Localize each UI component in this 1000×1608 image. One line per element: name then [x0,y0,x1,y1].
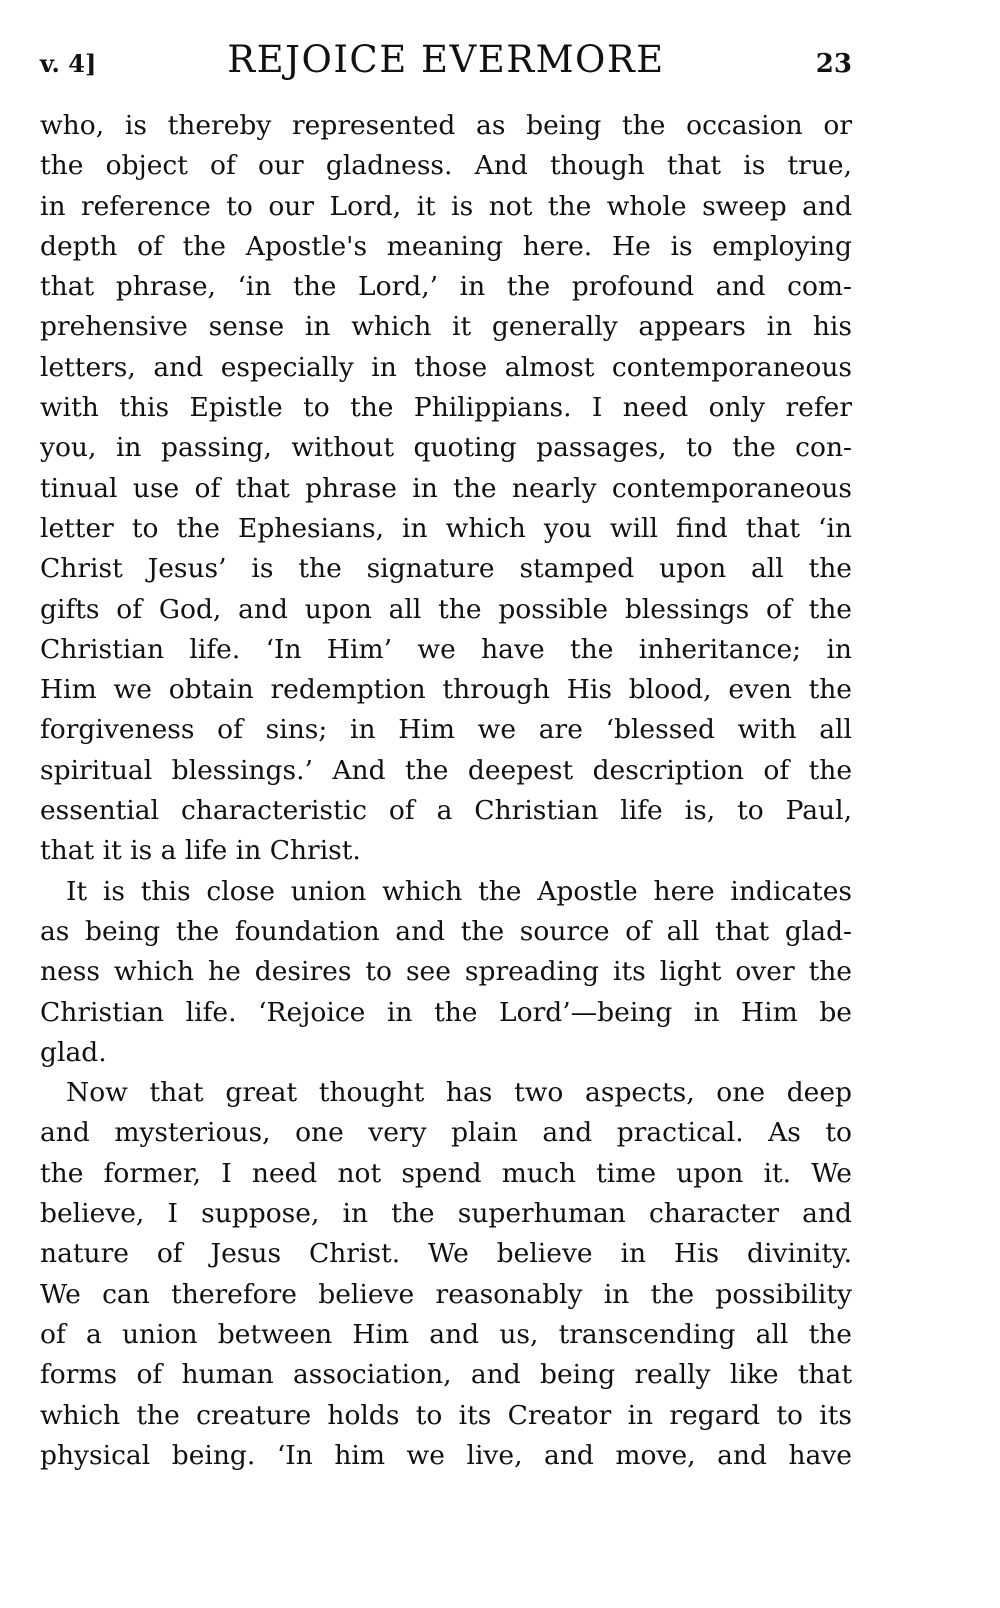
text-line: spiritual blessings.’ And the deepest description of the [40,754,852,786]
text-line: Now that great thought has two aspects, one deep [66,1077,852,1109]
text-line: who, is thereby represented as being the occasion or [40,110,852,141]
text-line: the object of our gladness. And though that is true, [40,150,852,182]
text-line: forms of human association, and being really like that [40,1359,852,1391]
paragraph-1 [40,106,852,872]
text-line: that phrase, ‘in the Lord,’ in the profound and com- [40,271,852,303]
text-line: and mysterious, one very plain and practical. As to [40,1117,852,1149]
text-line: physical being. ‘In him we live, and move, and have [40,1439,852,1471]
text-line: Christ Jesus’ is the signature stamped upon all the [40,553,852,585]
text-line: nature of Jesus Christ. We believe in His divinity. [40,1238,852,1270]
text-line: you, in passing, without quoting passages, to the con- [40,432,852,464]
text-line: as being the foundation and the source of all that glad- [40,915,852,947]
text-line: gifts of God, and upon all the possible blessings of the [40,593,852,625]
text-line: depth of the Apostle's meaning here. He is employing [40,230,852,262]
running-head [40,38,852,90]
chapter-title: REJOICE EVERMORE [227,38,665,81]
text-line: believe, I suppose, in the superhuman character and [40,1198,852,1230]
text-line: letters, and especially in those almost contemporaneous [40,351,852,383]
paragraph-3 [40,1073,852,1476]
text-line: glad. [40,1036,107,1068]
text-line: Christian life. ‘In Him’ we have the inheritance; in [40,633,852,665]
text-line: essential characteristic of a Christian life is, to Paul, [40,795,852,827]
text-line: We can therefore believe reasonably in the possibility [40,1278,852,1310]
verse-reference: v. 4] [40,49,97,78]
text-line: prehensive sense in which it generally appears in his [40,311,852,343]
text-line: in reference to our Lord, it is not the whole sweep and [40,190,852,222]
page-number: 23 [815,49,852,79]
text-line: which the creature holds to its Creator in regard to its [40,1399,852,1431]
text-line: that it is a life in Christ. [40,835,361,867]
text-line: ness which he desires to see spreading its light over the [40,956,852,988]
body-text [40,106,852,1476]
text-line: tinual use of that phrase in the nearly contemporaneous [40,472,852,504]
text-line: Christian life. ‘Rejoice in the Lord’—being in Him be [40,996,852,1028]
paragraph-2 [40,872,852,1073]
text-line: of a union between Him and us, transcending all the [40,1318,852,1350]
text-line: with this Epistle to the Philippians. I need only refer [40,392,852,424]
text-line: letter to the Ephesians, in which you will find that ‘in [40,512,852,544]
text-line: forgiveness of sins; in Him we are ‘blessed with all [40,714,852,746]
book-page [40,38,852,1476]
text-line: It is this close union which the Apostle here indicates [66,875,852,907]
text-line: the former, I need not spend much time upon it. We [40,1157,852,1189]
text-line: Him we obtain redemption through His blood, even the [40,674,852,706]
